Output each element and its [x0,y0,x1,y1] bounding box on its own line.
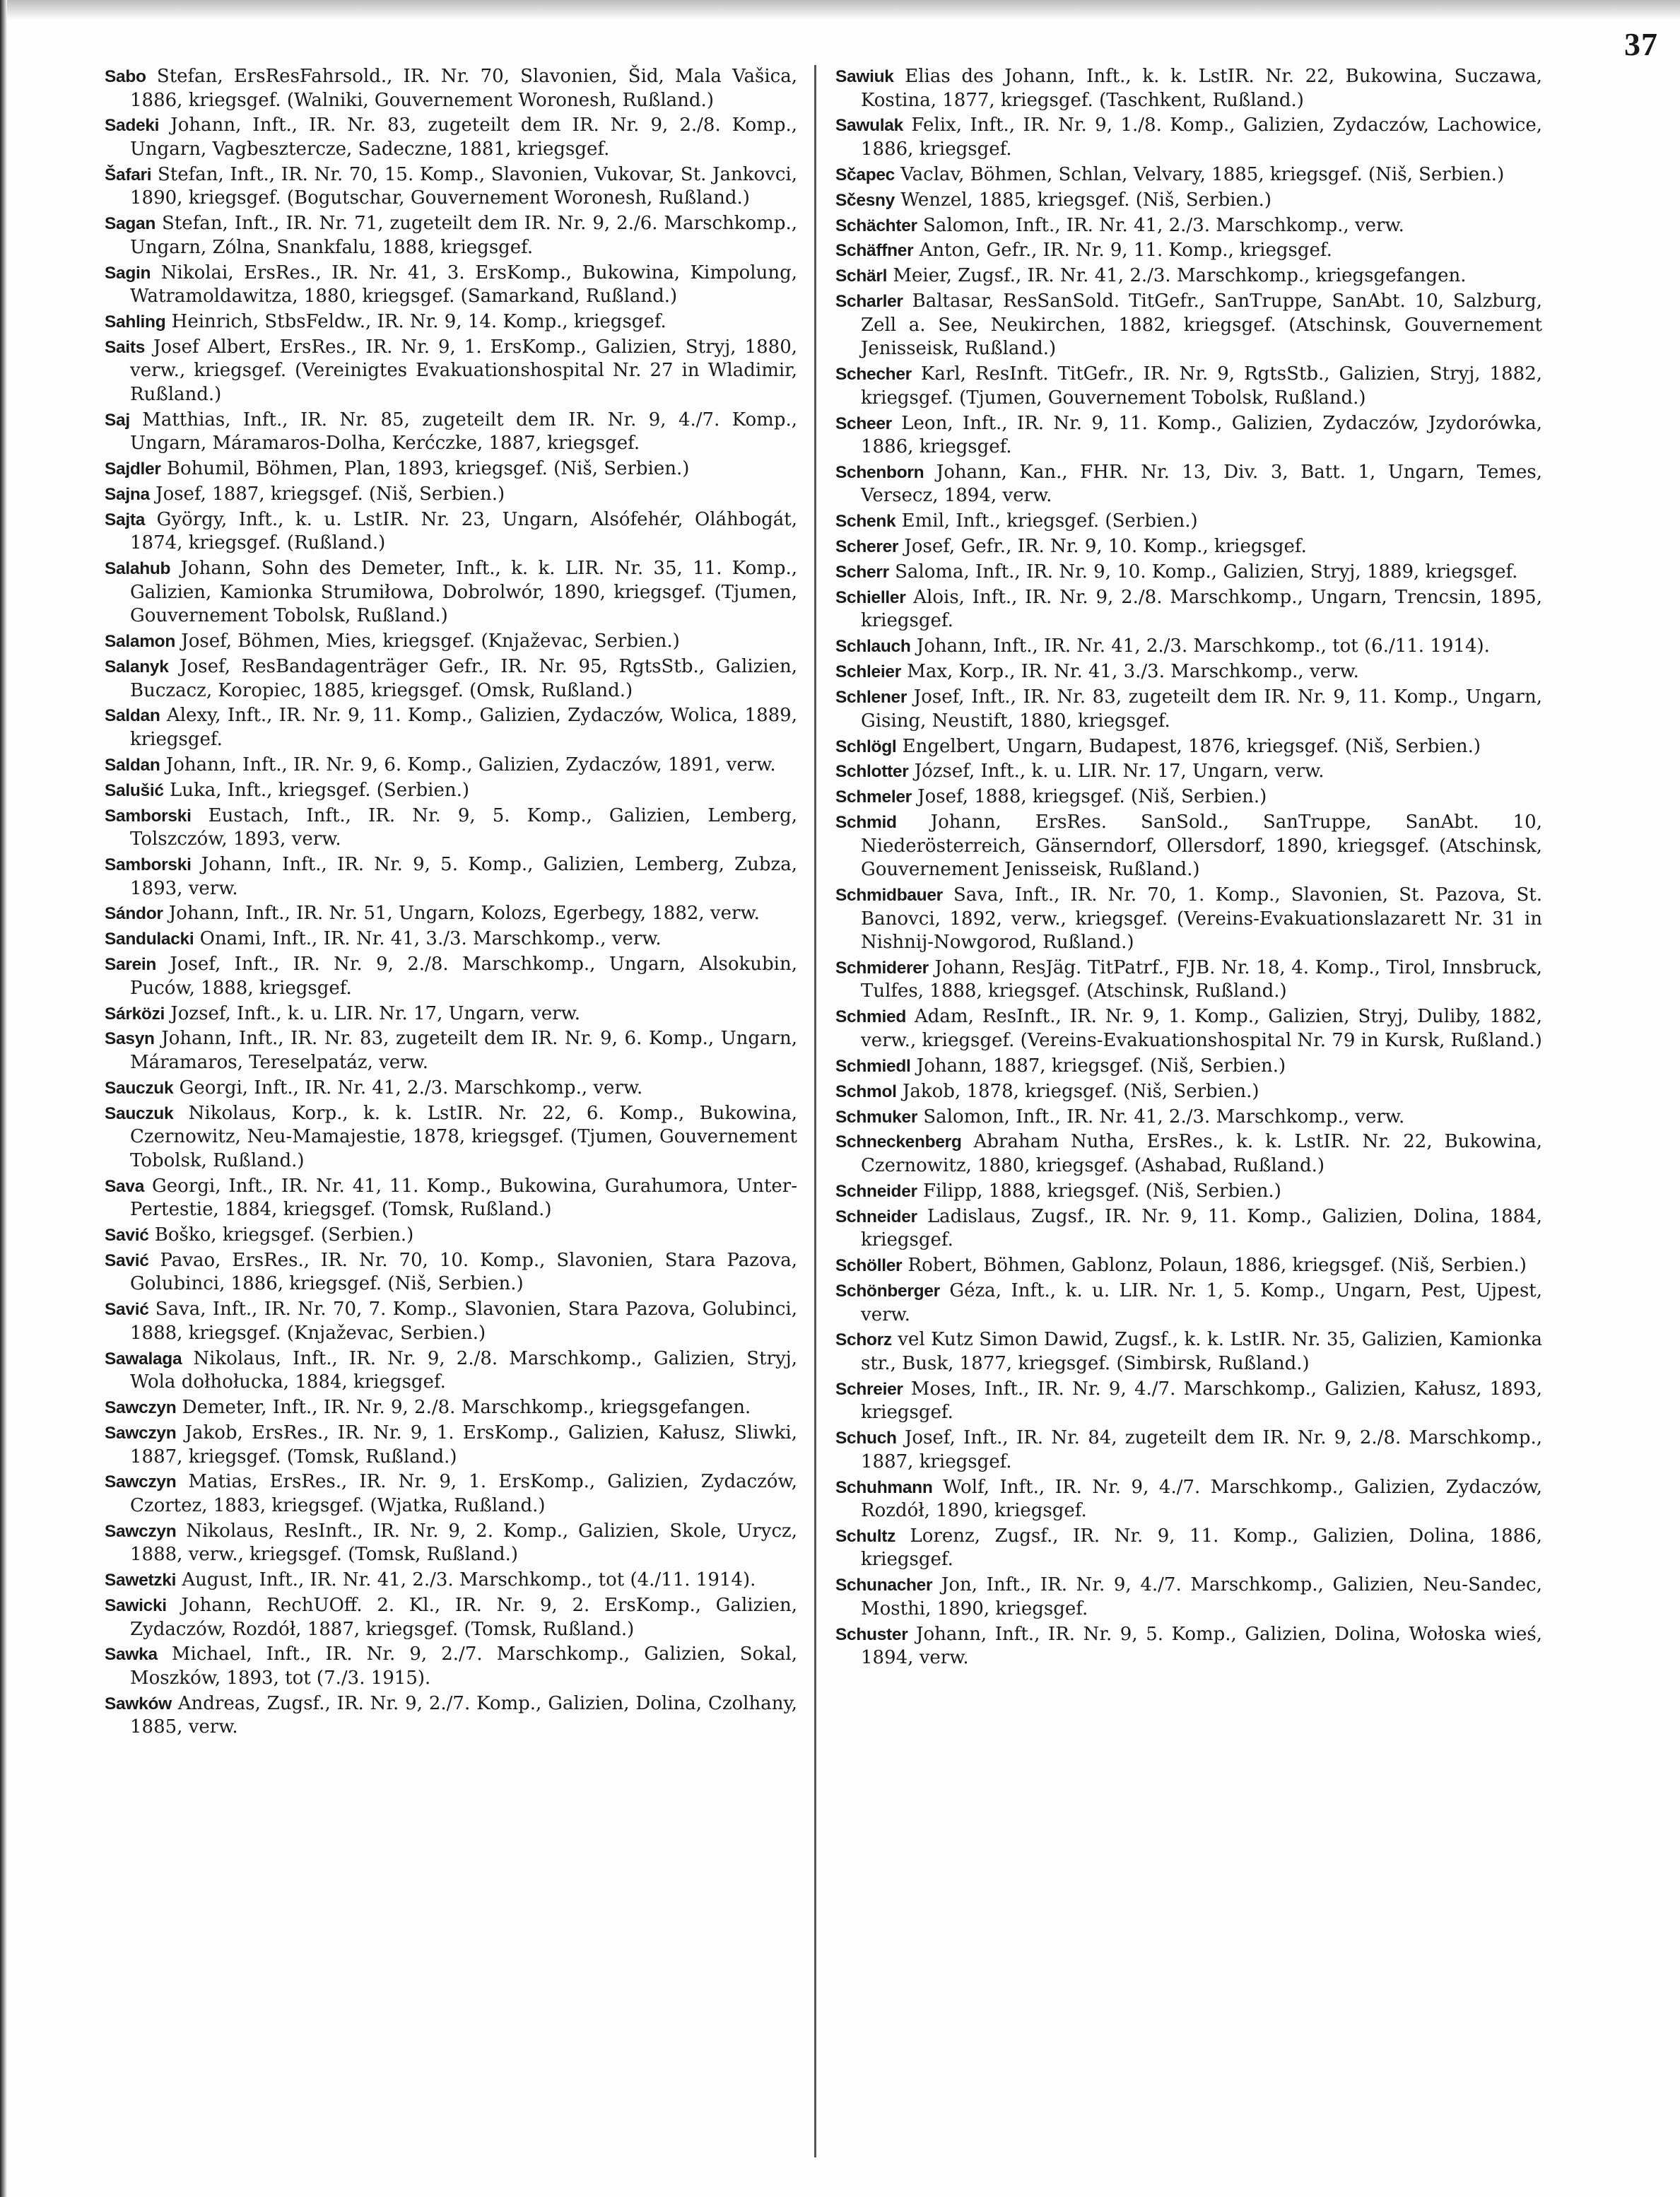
entry-details: Josef, 1887, kriegsgef. (Niš, Serbien.) [149,484,505,505]
list-entry [835,686,1542,733]
list-entry [105,927,797,951]
list-entry [105,409,797,456]
entry-surname: Sauczuk [105,1103,174,1123]
entry-surname: Sawczyn [105,1472,177,1492]
entry-surname: Samborski [105,806,192,826]
list-entry [105,1347,797,1395]
list-entry [105,1692,797,1740]
entry-details: Onami, Inft., IR. Nr. 41, 3./3. Marschkomp., verw. [194,928,662,950]
column-divider [814,65,816,2157]
entry-surname: Sagan [105,214,156,234]
entry-details: Elias des Johann, Inft., k. k. LstIR. Nr. 22, Bukowina, Suczawa, Kostina, 1877, kriegsgef. (Taschkent, Rußland.) [861,66,1542,111]
list-entry [105,704,797,751]
list-entry [105,853,797,901]
entry-details: Johann, Inft., IR. Nr. 9, 5. Komp., Galizien, Lemberg, Zubza, 1893, verw. [130,854,797,899]
list-entry [105,1520,797,1567]
list-entry [835,1378,1542,1425]
entry-details: Salomon, Inft., IR. Nr. 41, 2./3. Marschkomp., verw. [917,214,1404,236]
entry-details: Nikolai, ErsRes., IR. Nr. 41, 3. ErsKomp., Bukowina, Kimpolung, Watramoldawitza, 1880, kriegsgef. (Samarkand, Rußland.) [130,262,797,307]
entry-surname: Sajta [105,510,146,529]
list-entry [105,1298,797,1345]
entry-surname: Sahling [105,312,166,332]
list-entry [835,510,1542,534]
entry-details: Josef, Gefr., IR. Nr. 9, 10. Komp., kriegsgef. [898,536,1307,558]
entry-surname: Saldan [105,755,160,775]
entry-surname: Samborski [105,855,192,875]
list-entry [835,1328,1542,1376]
list-entry [835,163,1542,187]
list-entry [835,760,1542,784]
list-entry [105,310,797,334]
list-entry [105,1175,797,1222]
entry-surname: Sándor [105,904,163,924]
entry-surname: Schenborn [835,462,924,482]
list-entry [835,811,1542,882]
entry-surname: Schmid [835,813,897,833]
right-column [835,65,1542,1672]
entry-details: Jozsef, Inft., k. u. LIR. Nr. 17, Ungarn, verw. [165,1002,581,1024]
entry-surname: Schuhmann [835,1477,933,1497]
list-entry [835,1205,1542,1253]
entry-surname: Saj [105,410,130,430]
entry-details: Johann, RechUOff. 2. Kl., IR. Nr. 9, 2. ErsKomp., Galizien, Zydaczów, Rozdół, 1887, kriegsgef. (Tomsk, Rußland.) [130,1595,797,1640]
entry-surname: Sawczyn [105,1521,177,1541]
list-entry [835,1525,1542,1572]
list-entry [835,412,1542,459]
list-entry [105,1002,797,1026]
list-entry [835,735,1542,759]
list-entry [835,363,1542,410]
entry-surname: Sawulak [835,116,903,136]
entry-details: Max, Korp., IR. Nr. 41, 3./3. Marschkomp., verw. [900,661,1359,683]
entry-surname: Sabo [105,67,146,86]
list-entry [105,457,797,481]
entry-details: Filipp, 1888, kriegsgef. (Niš, Serbien.) [917,1180,1281,1202]
list-entry [835,561,1542,585]
entry-surname: Savić [105,1226,149,1246]
entry-surname: Schleier [835,662,901,682]
entry-details: vel Kutz Simon Dawid, Zugsf., k. k. LstIR. Nr. 35, Galizien, Kamionka str., Busk, 1877, kriegsgef. (Simbirsk, Rußland.) [861,1329,1542,1374]
entry-details: Andreas, Zugsf., IR. Nr. 9, 2./7. Komp., Galizien, Dolina, Czolhany, 1885, verw. [130,1692,797,1738]
entry-surname: Sawka [105,1645,158,1665]
entry-details: Johann, Inft., IR. Nr. 41, 2./3. Marschkomp., tot (6./11. 1914). [910,635,1490,657]
entry-surname: Salušić [105,780,164,800]
entry-details: Johann, Inft., IR. Nr. 9, 5. Komp., Galizien, Dolina, Wołoska wieś, 1894, verw. [861,1623,1542,1669]
list-entry [835,956,1542,1004]
list-entry [105,1027,797,1074]
entry-details: Johann, Inft., IR. Nr. 83, zugeteilt dem IR. Nr. 9, 6. Komp., Ungarn, Máramaros, Tereselpatáz, verw. [130,1028,797,1073]
list-entry [835,785,1542,809]
list-entry [105,804,797,852]
entry-details: Wolf, Inft., IR. Nr. 9, 4./7. Marschkomp., Galizien, Zydaczów, Rozdół, 1890, kriegsgef. [861,1476,1542,1522]
entry-surname: Schächter [835,216,917,235]
entry-surname: Sagin [105,263,151,283]
list-entry [835,1426,1542,1474]
entry-details: Johann, Inft., IR. Nr. 51, Ungarn, Kolozs, Egerbegy, 1882, verw. [163,903,760,925]
list-entry [835,1055,1542,1079]
list-entry [105,1396,797,1420]
entry-surname: Schuch [835,1429,897,1448]
entry-details: Josef, Inft., IR. Nr. 83, zugeteilt dem IR. Nr. 9, 11. Komp., Ungarn, Gising, Neustift, 1880, kriegsgef. [861,686,1542,732]
entry-details: Johann, Inft., IR. Nr. 9, 6. Komp., Galizien, Zydaczów, 1891, verw. [160,754,776,775]
list-entry [105,902,797,926]
entry-details: Heinrich, StbsFeldw., IR. Nr. 9, 14. Komp., kriegsgef. [165,310,666,332]
entry-surname: Schmied [835,1007,907,1027]
scan-top-shadow [0,0,1680,20]
entry-surname: Schmiderer [835,958,929,978]
entry-surname: Schenk [835,512,896,532]
list-entry [105,212,797,259]
entry-details: Johann, ErsRes. SanSold., SanTruppe, SanAbt. 10, Niederösterreich, Gänserndorf, Ollersdorf, 1890, kriegsgef. (Atschinsk, Gouvernement Jenisseisk, Rußland.) [861,812,1542,881]
list-entry [835,586,1542,633]
entry-details: József, Inft., k. u. LIR. Nr. 17, Ungarn, verw. [908,761,1324,783]
entry-surname: Salamon [105,632,176,652]
list-entry [105,262,797,309]
entry-surname: Sawetzki [105,1571,177,1590]
list-entry [105,483,797,507]
entry-surname: Sarein [105,955,157,975]
list-entry [105,1249,797,1296]
list-entry [835,884,1542,955]
list-entry [835,1106,1542,1130]
entry-surname: Sauczuk [105,1078,174,1098]
entry-details: Jakob, 1878, kriegsgef. (Niš, Serbien.) [896,1080,1259,1102]
entry-details: Lorenz, Zugsf., IR. Nr. 9, 11. Komp., Galizien, Dolina, 1886, kriegsgef. [861,1525,1542,1571]
entry-details: Johann, Kan., FHR. Nr. 13, Div. 3, Batt. 1, Ungarn, Temes, Versecz, 1894, verw. [861,461,1542,507]
list-entry [835,239,1542,263]
list-entry [835,65,1542,112]
entry-surname: Šafari [105,165,152,184]
entry-details: Emil, Inft., kriegsgef. (Serbien.) [895,510,1198,532]
entry-details: Matthias, Inft., IR. Nr. 85, zugeteilt dem IR. Nr. 9, 4./7. Komp., Ungarn, Máramaros-Dolha, Kerćczke, 1887, kriegsgef. [129,409,797,455]
entry-surname: Schlauch [835,637,911,657]
entry-surname: Savić [105,1300,149,1320]
entry-details: Engelbert, Ungarn, Budapest, 1876, kriegsgef. (Niš, Serbien.) [896,735,1481,757]
entry-surname: Scherer [835,537,899,557]
entry-surname: Sárközi [105,1004,165,1024]
entry-surname: Schreier [835,1379,903,1399]
list-entry [835,1574,1542,1621]
entry-details: Pavao, ErsRes., IR. Nr. 70, 10. Komp., Slavonien, Stara Pazova, Golubinci, 1886, kriegsgef. (Niš, Serbien.) [130,1249,797,1295]
entry-details: Adam, ResInft., IR. Nr. 9, 1. Komp., Galizien, Stryj, Duliby, 1882, verw., kriegsgef. (Vereins-Evakuationshospital Nr. 79 in Kursk, Rußland.) [861,1006,1542,1051]
entry-details: Alois, Inft., IR. Nr. 9, 2./8. Marschkomp., Ungarn, Trencsin, 1895, kriegsgef. [861,586,1542,632]
entry-details: Georgi, Inft., IR. Nr. 41, 11. Komp., Bukowina, Gurahumora, Unter-Pertestie, 1884, kriegsgef. (Tomsk, Rußland.) [130,1175,797,1221]
entry-surname: Sawiuk [835,67,894,86]
entry-surname: Schmol [835,1082,897,1101]
entry-surname: Schneckenberg [835,1132,962,1152]
entry-details: Alexy, Inft., IR. Nr. 9, 11. Komp., Galizien, Zydaczów, Wolica, 1889, kriegsgef. [130,705,797,750]
entry-details: Sava, Inft., IR. Nr. 70, 1. Komp., Slavonien, St. Pazova, St. Banovci, 1892, verw., kriegsgef. (Vereins-Evakuationslazarett Nr. 31 in Nishnij-Nowgorod, Rußland.) [861,884,1542,954]
entry-details: Johann, ResJäg. TitPatrf., FJB. Nr. 18, 4. Komp., Tirol, Innsbruck, Tulfes, 1888, kriegsgef. (Atschinsk, Rußland.) [861,956,1542,1002]
entry-details: Leon, Inft., IR. Nr. 9, 11. Komp., Galizien, Zydaczów, Jzydorówka, 1886, kriegsgef. [861,412,1542,458]
entry-surname: Sajdler [105,459,161,479]
entry-details: Moses, Inft., IR. Nr. 9, 4./7. Marschkomp., Galizien, Kałusz, 1893, kriegsgef. [861,1378,1542,1424]
entry-details: Josef, Inft., IR. Nr. 9, 2./8. Marschkomp., Ungarn, Alsokubin, Puców, 1888, kriegsgef. [130,954,797,999]
list-entry [105,336,797,407]
entry-surname: Schneider [835,1181,917,1201]
entry-surname: Schöller [835,1256,903,1276]
entry-surname: Schorz [835,1330,892,1350]
entry-surname: Sawków [105,1694,172,1713]
entry-details: Wenzel, 1885, kriegsgef. (Niš, Serbien.) [895,189,1271,211]
list-entry [835,290,1542,361]
list-entry [105,1643,797,1690]
entry-surname: Schäffner [835,241,914,261]
entry-surname: Salahub [105,559,171,579]
entry-details: Nikolaus, Inft., IR. Nr. 9, 2./8. Marschkomp., Galizien, Stryj, Wola dołhołucka, 1884, kriegsgef. [130,1347,797,1393]
entry-surname: Sčesny [835,190,895,210]
entry-surname: Saldan [105,706,160,726]
entry-details: Josef, Inft., IR. Nr. 84, zugeteilt dem IR. Nr. 9, 2./8. Marschkomp., 1887, kriegsgef. [861,1427,1542,1472]
entry-details: Stefan, Inft., IR. Nr. 70, 15. Komp., Slavonien, Vukovar, St. Jankovci, 1890, kriegsgef. (Bogutschar, Gouvernement Woronesh, Rußland.) [130,163,797,209]
entry-details: Nikolaus, ResInft., IR. Nr. 9, 2. Komp., Galizien, Skole, Urycz, 1888, verw., kriegsgef. (Tomsk, Rußland.) [130,1520,797,1566]
list-entry [835,1180,1542,1204]
entry-details: Stefan, ErsResFahrsold., IR. Nr. 70, Slavonien, Šid, Mala Vašica, 1886, kriegsgef. (Walniki, Gouvernement Woronesh, Rußland.) [130,66,797,111]
entry-surname: Schmuker [835,1107,918,1127]
list-entry [835,1476,1542,1523]
entry-details: Sava, Inft., IR. Nr. 70, 7. Komp., Slavonien, Stara Pazova, Golubinci, 1888, kriegsgef. (Knjaževac, Serbien.) [130,1299,797,1344]
list-entry [835,1005,1542,1053]
entry-details: Georgi, Inft., IR. Nr. 41, 2./3. Marschkomp., verw. [173,1077,643,1098]
entry-details: Jon, Inft., IR. Nr. 9, 4./7. Marschkomp., Galizien, Neu-Sandec, Mosthi, 1890, kriegsgef. [861,1574,1542,1619]
list-entry [105,1077,797,1101]
entry-details: Saloma, Inft., IR. Nr. 9, 10. Komp., Galizien, Stryj, 1889, kriegsgef. [888,561,1518,583]
entry-details: Bohumil, Böhmen, Plan, 1893, kriegsgef. (Niš, Serbien.) [160,458,690,480]
entry-details: Nikolaus, Korp., k. k. LstIR. Nr. 22, 6. Komp., Bukowina, Czernowitz, Neu-Mamajestie, 1878, kriegsgef. (Tjumen, Gouvernement Tobolsk, Rußland.) [130,1102,797,1171]
entry-surname: Sawalaga [105,1349,182,1369]
list-entry [105,163,797,211]
entry-surname: Saits [105,337,146,357]
entry-details: Luka, Inft., kriegsgef. (Serbien.) [163,779,470,801]
entry-details: Boško, kriegsgef. (Serbien.) [148,1224,414,1246]
entry-surname: Sawicki [105,1596,167,1616]
entry-details: Anton, Gefr., IR. Nr. 9, 11. Komp., kriegsgef. [913,240,1332,262]
entry-surname: Sawczyn [105,1398,177,1418]
entry-details: Géza, Inft., k. u. LIR. Nr. 1, 5. Komp., Ungarn, Pest, Ujpest, verw. [861,1280,1542,1325]
list-entry [105,1569,797,1593]
entry-details: Johann, Sohn des Demeter, Inft., k. k. LIR. Nr. 35, 11. Komp., Galizien, Kamionka Strumiłowa, Dobrolwór, 1890, kriegsgef. (Tjumen, Gouvernement Tobolsk, Rußland.) [130,558,797,627]
list-entry [835,1279,1542,1327]
list-entry [105,114,797,161]
list-entry [105,1470,797,1518]
entry-surname: Salanyk [105,657,169,677]
entry-surname: Scherr [835,563,889,582]
entry-details: Johann, Inft., IR. Nr. 83, zugeteilt dem IR. Nr. 9, 2./8. Komp., Ungarn, Vagbesztercze, Sadeczne, 1881, kriegsgef. [130,115,797,160]
list-entry [835,535,1542,559]
list-entry [835,635,1542,659]
entry-details: Johann, 1887, kriegsgef. (Niš, Serbien.) [910,1055,1286,1077]
entry-surname: Savić [105,1250,149,1270]
list-entry [105,754,797,778]
entry-details: Vaclav, Böhmen, Schlan, Velvary, 1885, kriegsgef. (Niš, Serbien.) [895,163,1505,185]
entry-surname: Schultz [835,1526,896,1546]
entry-surname: Schuster [835,1624,908,1644]
entry-details: Demeter, Inft., IR. Nr. 9, 2./8. Marschkomp., kriegsgefangen. [176,1397,751,1419]
list-entry [835,114,1542,161]
entry-surname: Sandulacki [105,930,194,949]
entry-details: August, Inft., IR. Nr. 41, 2./3. Marschkomp., tot (4./11. 1914). [176,1569,756,1591]
list-entry [835,189,1542,213]
list-entry [835,1254,1542,1278]
entry-details: Eustach, Inft., IR. Nr. 9, 5. Komp., Galizien, Lemberg, Tolszczów, 1893, verw. [130,804,797,850]
entry-details: Abraham Nutha, ErsRes., k. k. LstIR. Nr. 22, Bukowina, Czernowitz, 1880, kriegsgef. (Ashabad, Rußland.) [861,1131,1542,1176]
entry-details: Michael, Inft., IR. Nr. 9, 2./7. Marschkomp., Galizien, Sokal, Moszków, 1893, tot (7./3. 1915). [130,1644,797,1689]
list-entry [105,630,797,654]
entry-details: Baltasar, ResSanSold. TitGefr., SanTruppe, SanAbt. 10, Salzburg, Zell a. See, Neukirchen, 1882, kriegsgef. (Atschinsk, Gouvernement Jenisseisk, Rußland.) [861,291,1542,360]
list-entry [105,779,797,803]
entry-details: Felix, Inft., IR. Nr. 9, 1./8. Komp., Galizien, Zydaczów, Lachowice, 1886, kriegsgef. [861,115,1542,160]
entry-details: György, Inft., k. u. LstIR. Nr. 23, Ungarn, Alsófehér, Oláhbogát, 1874, kriegsgef. (Rußland.) [130,508,797,554]
list-entry [835,264,1542,288]
entry-details: Stefan, Inft., IR. Nr. 71, zugeteilt dem IR. Nr. 9, 2./6. Marschkomp., Ungarn, Zólna, Snankfalu, 1888, kriegsgef. [130,213,797,258]
entry-details: Matias, ErsRes., IR. Nr. 9, 1. ErsKomp., Galizien, Zydaczów, Czortez, 1883, kriegsgef. (Wjatka, Rußland.) [130,1471,797,1516]
list-entry [835,1623,1542,1670]
entry-details: Josef, 1888, kriegsgef. (Niš, Serbien.) [911,786,1267,808]
entry-surname: Sajna [105,485,150,505]
entry-surname: Schneider [835,1207,917,1226]
entry-details: Robert, Böhmen, Gablonz, Polaun, 1886, kriegsgef. (Niš, Serbien.) [902,1255,1527,1277]
list-entry [105,953,797,1000]
entry-surname: Schlotter [835,762,909,782]
list-entry [105,1224,797,1248]
list-entry [835,461,1542,508]
entry-surname: Schlögl [835,737,897,756]
list-entry [835,1080,1542,1104]
entry-surname: Schmiedl [835,1056,911,1076]
entry-surname: Sčapec [835,165,895,184]
list-entry [105,557,797,628]
entry-details: Josef Albert, ErsRes., IR. Nr. 9, 1. ErsKomp., Galizien, Stryj, 1880, verw., kriegsgef. (Vereinigtes Evakuationshospital Nr. 27 in Wladimir, Rußland.) [130,336,797,405]
entry-details: Karl, ResInft. TitGefr., IR. Nr. 9, RgtsStb., Galizien, Stryj, 1882, kriegsgef. (Tjumen, Gouvernement Tobolsk, Rußland.) [861,363,1542,409]
list-entry [105,508,797,556]
entry-details: Josef, ResBandagenträger Gefr., IR. Nr. 95, RgtsStb., Galizien, Buczacz, Koropiec, 1885, kriegsgef. (Omsk, Rußland.) [130,656,797,701]
entry-details: Jakob, ErsRes., IR. Nr. 9, 1. ErsKomp., Galizien, Kałusz, Sliwki, 1887, kriegsgef. (Tomsk, Rußland.) [130,1422,797,1467]
entry-surname: Schlener [835,688,907,708]
entry-surname: Scharler [835,292,903,312]
entry-surname: Schecher [835,365,912,385]
list-entry [835,660,1542,684]
entry-surname: Schmidbauer [835,886,943,906]
entry-surname: Schärl [835,266,888,286]
entry-details: Meier, Zugsf., IR. Nr. 41, 2./3. Marschkomp., kriegsgefangen. [887,265,1467,287]
entry-surname: Scheer [835,414,892,433]
list-entry [835,214,1542,238]
entry-surname: Sawczyn [105,1424,177,1443]
list-entry [105,1594,797,1641]
list-entry [105,1102,797,1173]
entry-surname: Schieller [835,587,906,607]
entry-surname: Sava [105,1176,145,1196]
list-entry [835,1130,1542,1178]
entry-surname: Sadeki [105,116,160,136]
list-entry [105,65,797,112]
page-number: 37 [1624,26,1658,62]
entry-details: Josef, Böhmen, Mies, kriegsgef. (Knjaževac, Serbien.) [175,631,680,652]
scan-left-edge [0,0,7,2197]
entry-surname: Schmeler [835,787,912,807]
entry-surname: Schönberger [835,1282,940,1301]
list-entry [105,1422,797,1469]
entry-details: Ladislaus, Zugsf., IR. Nr. 9, 11. Komp., Galizien, Dolina, 1884, kriegsgef. [861,1205,1542,1251]
list-entry [105,655,797,703]
entry-surname: Schunacher [835,1576,933,1595]
entry-surname: Sasyn [105,1029,155,1049]
entry-details: Salomon, Inft., IR. Nr. 41, 2./3. Marschkomp., verw. [917,1106,1405,1127]
left-column [105,65,797,1741]
